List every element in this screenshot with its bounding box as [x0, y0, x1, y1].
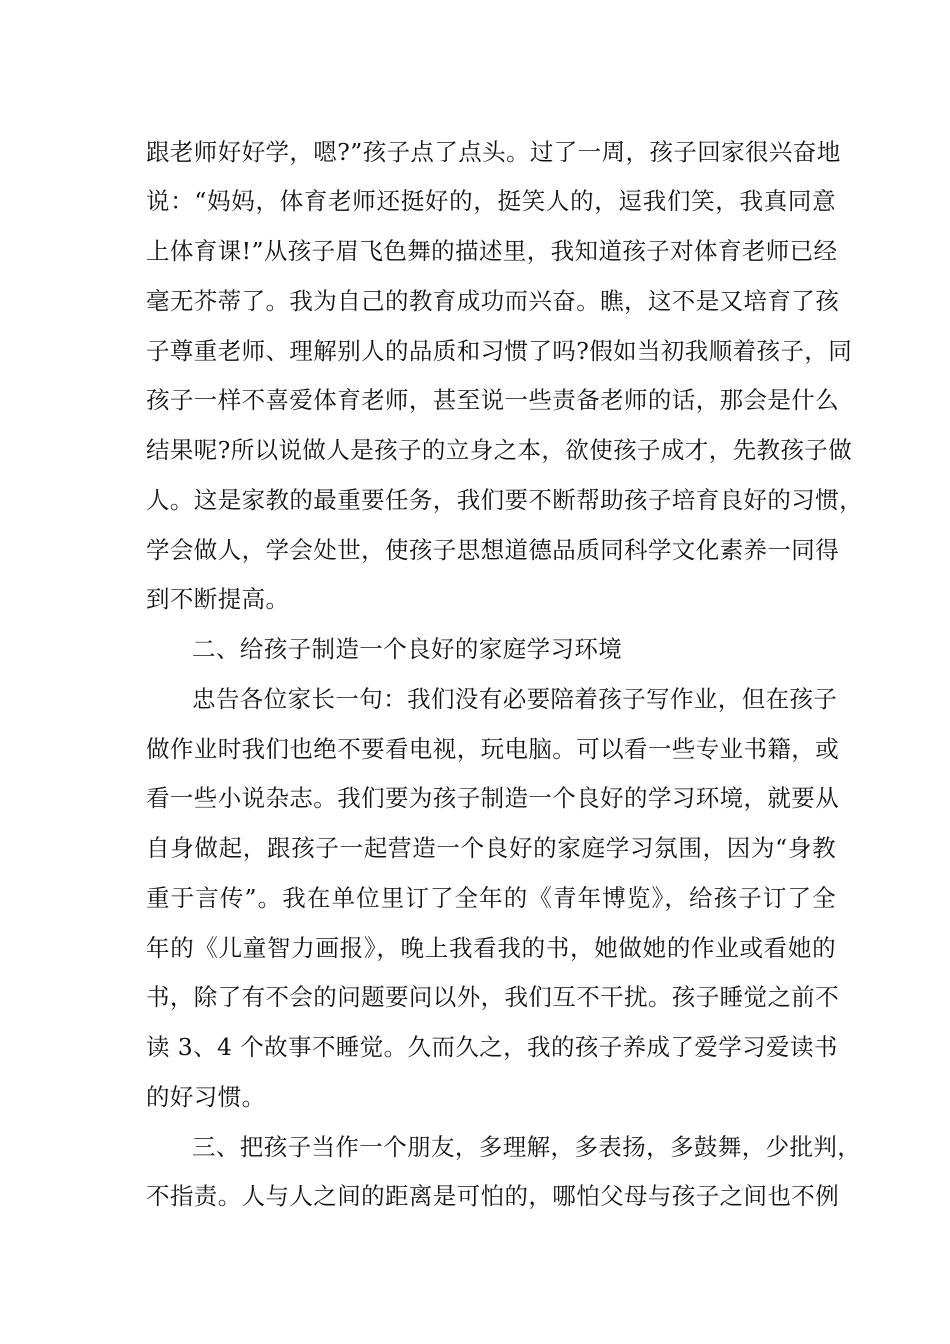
paragraph-line: 子尊重老师、理解别人的品质和习惯了吗?假如当初我顺着孩子，同	[146, 337, 853, 365]
paragraph-line-last: 到不断提高。	[146, 585, 290, 613]
section-heading: 二、给孩子制造一个良好的家庭学习环境	[192, 635, 623, 663]
paragraph-line: 重于言传”。我在单位里订了全年的《青年博览》，给孩子订了全	[146, 884, 836, 912]
paragraph-line-first: 忠告各位家长一句：我们没有必要陪着孩子写作业，但在孩子	[192, 685, 838, 713]
paragraph-line: 跟老师好好学，嗯?”孩子点了点头。过了一周，孩子回家很兴奋地	[146, 138, 841, 166]
paragraph-line: 结果呢?所以说做人是孩子的立身之本，欲使孩子成才，先教孩子做	[146, 436, 853, 464]
paragraph-line: 孩子一样不喜爱体育老师，甚至说一些责备老师的话，那会是什么	[146, 386, 840, 414]
paragraph-line: 做作业时我们也绝不要看电视，玩电脑。可以看一些专业书籍，或	[146, 735, 840, 763]
section-heading-inline: 三、把孩子当作一个朋友，多理解，多表扬，多鼓舞，少批判，	[192, 1133, 862, 1161]
paragraph-line: 看一些小说杂志。我们要为孩子制造一个良好的学习环境，就要从	[146, 784, 840, 812]
paragraph-line: 上体育课!”从孩子眉飞色舞的描述里，我知道孩子对体育老师已经	[146, 237, 838, 265]
paragraph-line: 读 3、4 个故事不睡觉。久而久之，我的孩子养成了爱学习爱读书	[146, 1033, 838, 1061]
paragraph-line: 毫无芥蒂了。我为自己的教育成功而兴奋。瞧，这不是又培育了孩	[146, 287, 840, 315]
paragraph-line: 说：“妈妈，体育老师还挺好的，挺笑人的，逗我们笑，我真同意	[146, 187, 836, 215]
paragraph-line: 人。这是家教的最重要任务，我们要不断帮助孩子培育良好的习惯，	[146, 486, 863, 514]
paragraph-line: 年的《儿童智力画报》，晚上我看我的书，她做她的作业或看她的	[146, 934, 836, 962]
paragraph-line: 不指责。人与人之间的距离是可怕的，哪怕父母与孩子之间也不例	[146, 1182, 840, 1210]
paragraph-line: 自身做起，跟孩子一起营造一个良好的家庭学习氛围，因为“身教	[146, 834, 836, 862]
paragraph-line: 书，除了有不会的问题要问以外，我们互不干扰。孩子睡觉之前不	[146, 983, 840, 1011]
paragraph-line: 学会做人，学会处世，使孩子思想道德品质同科学文化素养一同得	[146, 536, 840, 564]
paragraph-line-last: 的好习惯。	[146, 1083, 266, 1111]
